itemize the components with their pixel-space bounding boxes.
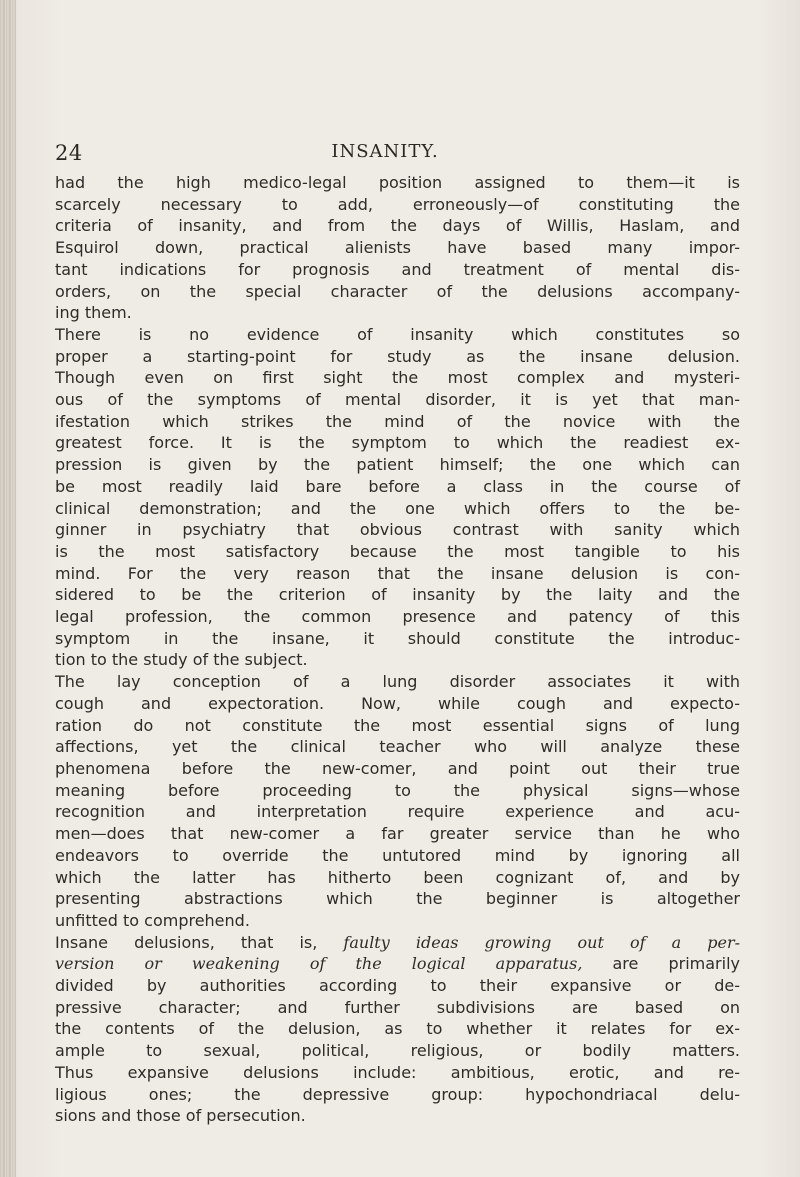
- line-lead: Insane delusions, that is,: [55, 932, 344, 952]
- text-line: ing them.: [55, 303, 132, 323]
- text-line: The lay conception of a lung disorder associates it with: [55, 672, 740, 692]
- text-line: legal profession, the common presence and patency of this: [55, 607, 740, 627]
- italic-phrase: faulty ideas growing out of a per-: [343, 932, 740, 952]
- text-line: divided by authorities according to their expansive or de-: [55, 976, 740, 996]
- page-header: [55, 141, 745, 165]
- text-line: pression is given by the patient himself; the one which can: [55, 455, 740, 475]
- text-line: ration do not constitute the most essential signs of lung: [55, 715, 740, 735]
- text-line: presenting abstractions which the beginner is altogether: [55, 889, 740, 909]
- text-line: the contents of the delusion, as to whether it relates for ex-: [55, 1019, 740, 1039]
- text-line: There is no evidence of insanity which constitutes so: [55, 324, 740, 344]
- text-line: men—does that new-comer a far greater service than he who: [55, 824, 740, 844]
- text-line: Though even on first sight the most complex and mysteri-: [55, 368, 740, 388]
- text-line: endeavors to override the untutored mind by ignoring all: [55, 845, 740, 865]
- text-line: greatest force. It is the symptom to which the readiest ex-: [55, 433, 740, 453]
- text-line: cough and expectoration. Now, while cough and expecto-: [55, 693, 740, 713]
- text-line: scarcely necessary to add, erroneously—of constituting the: [55, 194, 740, 214]
- text-line: which the latter has hitherto been cognizant of, and by: [55, 867, 740, 887]
- text-line: had the high medico-legal position assigned to them—it is: [55, 173, 740, 192]
- text-line: meaning before proceeding to the physical signs—whose: [55, 780, 740, 800]
- italic-phrase: version or weakening of the logical apparatus,: [55, 954, 583, 974]
- running-head: INSANITY.: [331, 141, 439, 162]
- text-line: sidered to be the criterion of insanity by the laity and the: [55, 585, 740, 605]
- text-line: orders, on the special character of the delusions accompany-: [55, 281, 740, 301]
- body-text: [55, 172, 740, 1127]
- text-line: sions and those of persecution.: [55, 1106, 306, 1126]
- page-number: 24: [55, 141, 83, 165]
- text-line: ous of the symptoms of mental disorder, it is yet that man-: [55, 390, 740, 410]
- text-line: unfitted to comprehend.: [55, 910, 250, 930]
- text-line: symptom in the insane, it should constitute the introduc-: [55, 628, 740, 648]
- text-line: tant indications for prognosis and treatment of mental dis-: [55, 259, 740, 279]
- text-line: ginner in psychiatry that obvious contrast with sanity which: [55, 520, 740, 540]
- text-line: phenomena before the new-comer, and point out their true: [55, 758, 740, 778]
- text-line: criteria of insanity, and from the days of Willis, Haslam, and: [55, 216, 740, 236]
- text-line: be most readily laid bare before a class in the course of: [55, 476, 740, 496]
- text-line: is the most satisfactory because the most tangible to his: [55, 541, 740, 561]
- text-line: Thus expansive delusions include: ambitious, erotic, and re-: [55, 1062, 740, 1082]
- text-line-mixed: [55, 932, 740, 954]
- text-line: clinical demonstration; and the one which offers to the be-: [55, 498, 740, 518]
- text-line: mind. For the very reason that the insane delusion is con-: [55, 563, 740, 583]
- text-line: ligious ones; the depressive group: hypochondriacal delu-: [55, 1084, 740, 1104]
- book-binding-edge: [0, 0, 16, 1177]
- text-line: pressive character; and further subdivisions are based on: [55, 997, 740, 1017]
- text-line: proper a starting-point for study as the insane delusion.: [55, 346, 740, 366]
- text-line: affections, yet the clinical teacher who will analyze these: [55, 737, 740, 757]
- text-line: Esquirol down, practical alienists have based many impor-: [55, 238, 740, 258]
- text-line: ifestation which strikes the mind of the novice with the: [55, 411, 740, 431]
- text-line: tion to the study of the subject.: [55, 650, 308, 670]
- text-line-mixed: [55, 953, 740, 975]
- text-line: recognition and interpretation require experience and acu-: [55, 802, 740, 822]
- line-tail: are primarily: [582, 954, 740, 974]
- text-line: ample to sexual, political, religious, or bodily matters.: [55, 1041, 740, 1061]
